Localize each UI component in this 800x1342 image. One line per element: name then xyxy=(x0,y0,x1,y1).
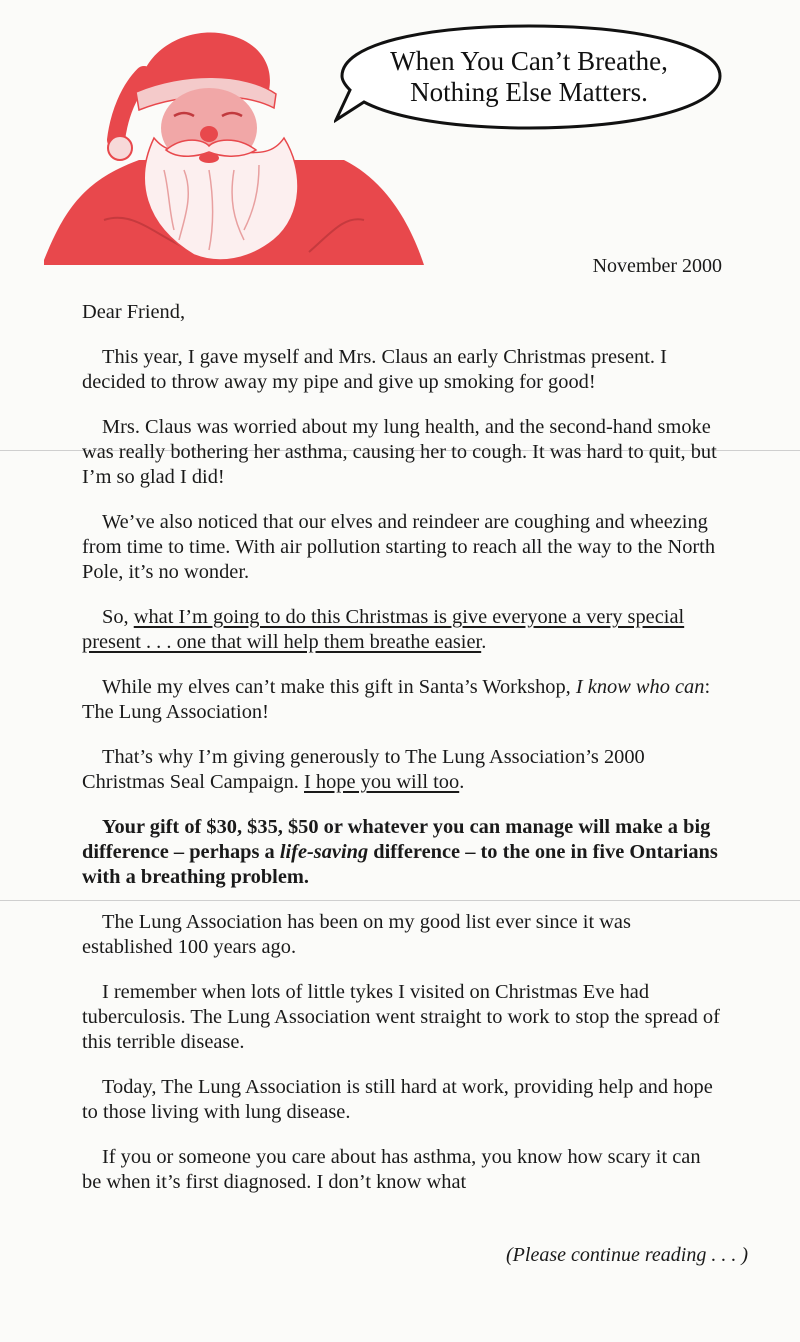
paragraph: I remember when lots of little tykes I visited on Christmas Eve had tuberculosis. The Lung Association went straight to work to stop the spread of this terrible disease. xyxy=(82,981,720,1053)
text-run: . xyxy=(481,631,487,653)
text-run: Your gift of $30, $35, $50 or whatever you can manage will make a big difference – perhaps a xyxy=(82,816,711,863)
continue-reading-note: (Please continue reading . . . ) xyxy=(506,1244,748,1266)
paragraph: This year, I gave myself and Mrs. Claus an early Christmas present. I decided to throw away my pipe and give up smoking for good! xyxy=(82,346,667,393)
paragraph: The Lung Association has been on my good list ever since it was established 100 years ago. xyxy=(82,911,631,958)
speech-line: Nothing Else Matters. xyxy=(410,77,648,107)
speech-line: When You Can’t Breathe, xyxy=(390,46,668,76)
letter-date: November 2000 xyxy=(592,255,722,277)
paragraph: Mrs. Claus was worried about my lung health, and the second-hand smoke was really bothering her asthma, causing her to cough. It was hard to quit, but I’m so glad I did! xyxy=(82,416,717,488)
paragraph: We’ve also noticed that our elves and reindeer are coughing and wheezing from time to time. With air pollution starting to reach all the way to the North Pole, it’s no wonder. xyxy=(82,511,716,583)
text-run: So, xyxy=(102,606,134,628)
paragraph: If you or someone you care about has asthma, you know how scary it can be when it’s first diagnosed. I don’t know what xyxy=(82,1146,701,1193)
text-run: difference – to the one in five Ontarians with a breathing problem xyxy=(82,841,718,888)
underlined-text: what I’m going to do this Christmas is give everyone a very special present . . . one that will help them breathe easier xyxy=(82,606,685,653)
paragraph xyxy=(82,675,724,725)
text-run: While my elves can’t make this gift in Santa’s Workshop, xyxy=(102,676,576,698)
speech-bubble-text xyxy=(345,46,713,108)
italic-text: I know who can xyxy=(575,676,705,698)
paragraph xyxy=(82,605,724,655)
text-run: . xyxy=(459,771,465,793)
salutation: Dear Friend, xyxy=(82,301,186,323)
italic-text: life-saving xyxy=(279,841,369,863)
paragraph xyxy=(82,745,724,795)
bold-appeal-paragraph xyxy=(82,815,724,890)
paragraph: Today, The Lung Association is still hard at work, providing help and hope to those living with lung disease. xyxy=(82,1076,713,1123)
text-run: . xyxy=(303,866,309,888)
underlined-text: I hope you will too xyxy=(304,771,460,793)
text-run: That’s why I’m giving generously to The Lung Association’s 2000 Christmas Seal Campaign. xyxy=(82,746,645,793)
letter-body xyxy=(82,300,724,1215)
text-run: : The Lung Association! xyxy=(82,676,711,723)
